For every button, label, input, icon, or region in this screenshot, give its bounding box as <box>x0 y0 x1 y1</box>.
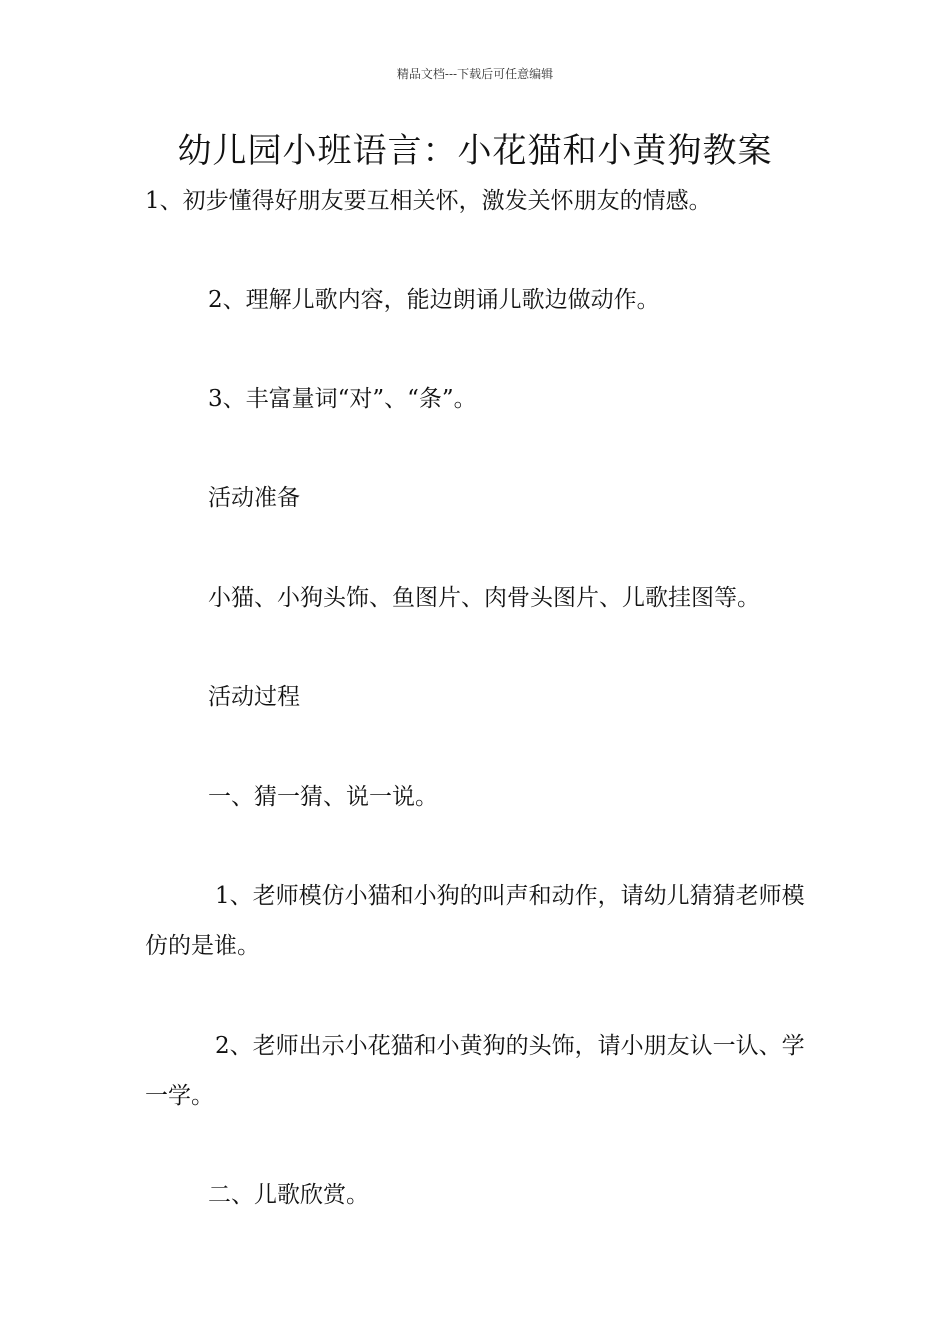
paragraph-step-two: 二、儿歌欣赏。 <box>208 1182 369 1208</box>
paragraph-goal-1: 1、初步懂得好朋友要互相关怀，激发关怀朋友的情感。 <box>145 188 712 214</box>
paragraph-step-one-1: 1、老师模仿小猫和小狗的叫声和动作，请幼儿猜猜老师模仿的是谁。 <box>145 883 805 959</box>
paragraph-preparation-materials: 小猫、小狗头饰、鱼图片、肉骨头图片、儿歌挂图等。 <box>208 585 760 611</box>
paragraph-step-one-2: 2、老师出示小花猫和小黄狗的头饰，请小朋友认一认、学一学。 <box>145 1033 805 1109</box>
page-header: 精品文档---下载后可任意编辑 <box>396 67 554 81</box>
document-title: 幼儿园小班语言：小花猫和小黄狗教案 <box>177 131 773 171</box>
paragraph-goal-3: 3、丰富量词“对”、“条”。 <box>208 386 477 412</box>
section-heading-process: 活动过程 <box>208 684 300 710</box>
paragraph-step-one: 一、猜一猜、说一说。 <box>208 784 438 810</box>
paragraph-goal-2: 2、理解儿歌内容，能边朗诵儿歌边做动作。 <box>208 287 660 313</box>
section-heading-preparation: 活动准备 <box>208 485 300 511</box>
